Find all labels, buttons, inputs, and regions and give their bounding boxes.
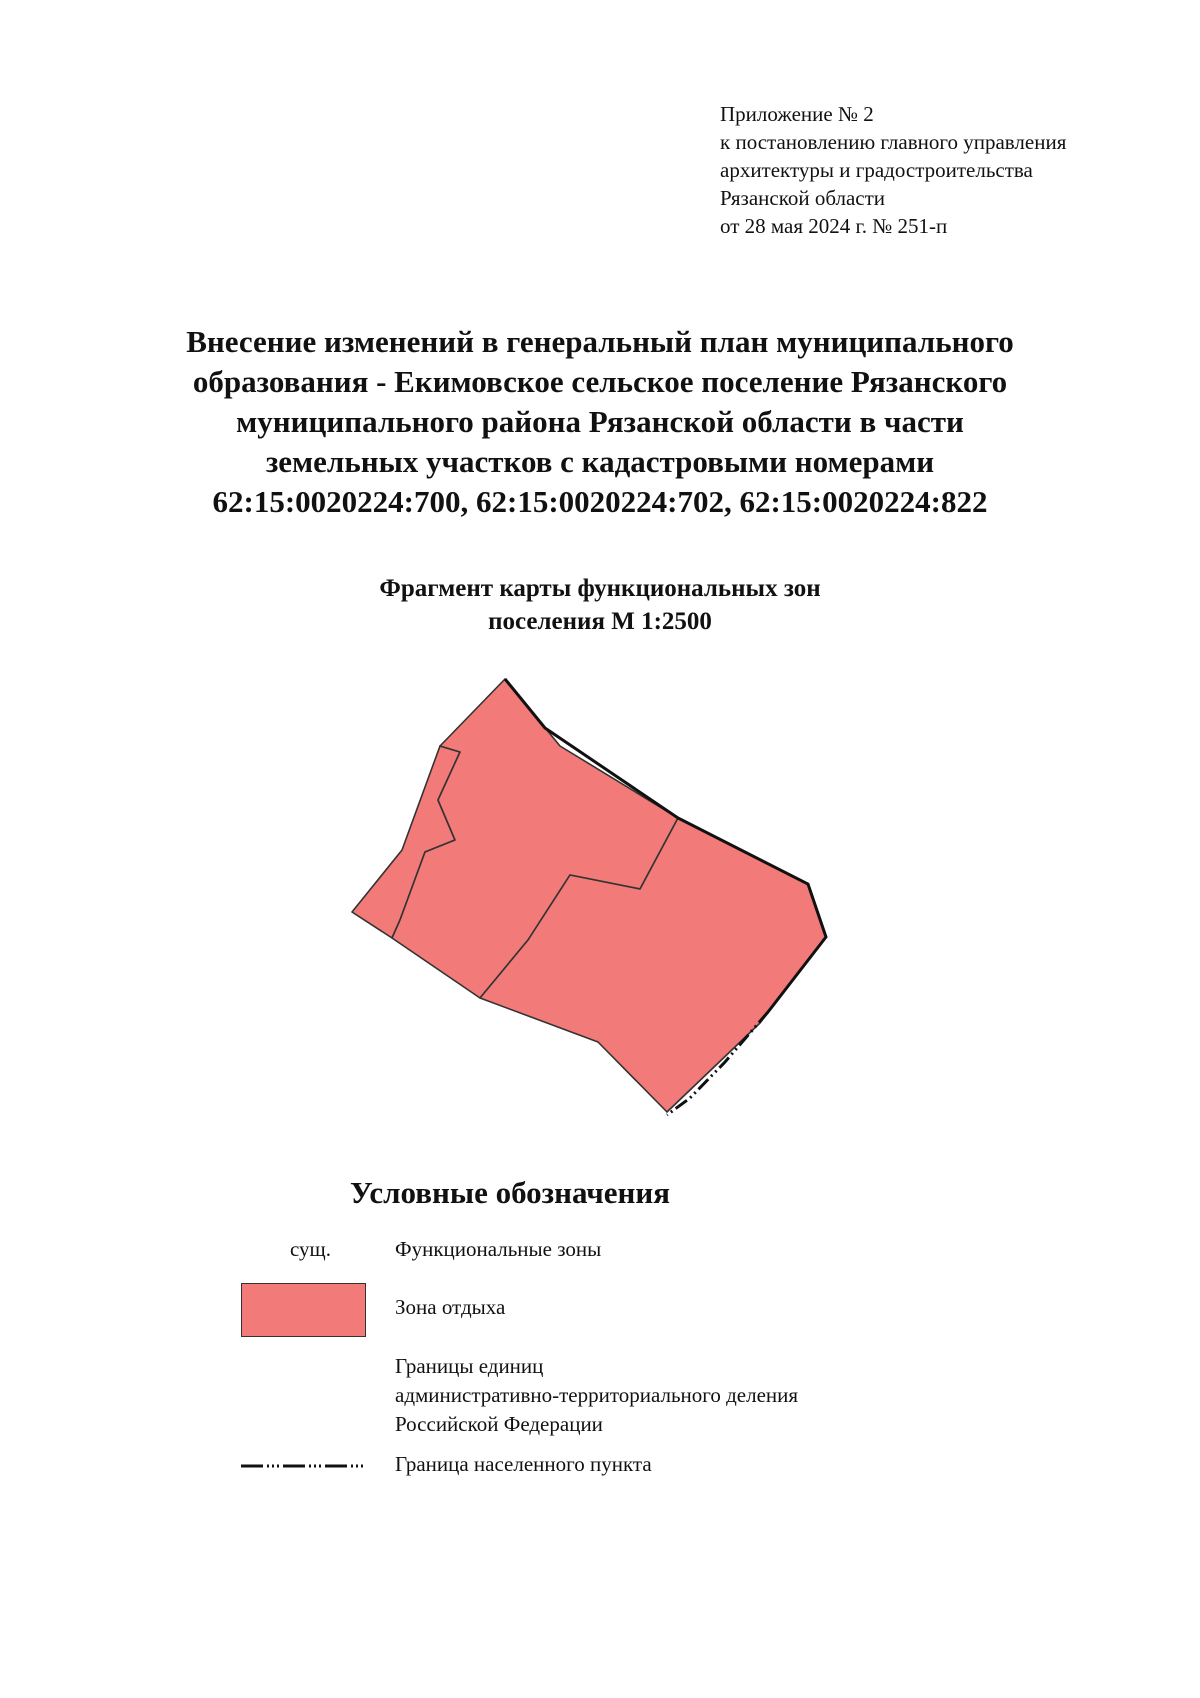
appendix-line-5: от 28 мая 2024 г. № 251-п [720,214,948,238]
subtitle-line-2: поселения М 1:2500 [488,608,712,635]
legend-existing-label: сущ. [290,1237,331,1261]
legend-settlement-boundary-label: Граница населенного пункта [395,1452,652,1476]
subtitle-line-1: Фрагмент карты функциональных зон [379,575,821,602]
legend-recreation-zone-swatch [241,1283,366,1337]
appendix-line-2: к постановлению главного управления [720,130,1067,154]
title-line-3: муниципального района Рязанской области в части [236,404,964,439]
title-line-5: 62:15:0020224:700, 62:15:0020224:702, 62:15:0020224:822 [212,484,988,519]
title-line-4: земельных участков с кадастровыми номерами [265,444,935,479]
legend-settlement-boundary-line [241,1460,371,1472]
legend-admin-boundaries-line-2: административно-территориального деления [395,1383,799,1407]
title-line-1: Внесение изменений в генеральный план муниципального [186,324,1014,359]
legend-title: Условные обозначения [349,1175,670,1210]
legend-functional-zones-heading: Функциональные зоны [395,1237,602,1261]
legend-admin-boundaries-line-1: Границы единиц [395,1354,544,1378]
appendix-line-1: Приложение № 2 [720,102,874,126]
legend-admin-boundaries-line-3: Российской Федерации [395,1412,603,1436]
title-line-2: образования - Екимовское сельское поселение Рязанского [192,364,1008,399]
legend-recreation-zone-label: Зона отдыха [395,1295,506,1319]
appendix-line-4: Рязанской области [720,186,886,210]
appendix-line-3: архитектуры и градостроительства [720,158,1033,182]
